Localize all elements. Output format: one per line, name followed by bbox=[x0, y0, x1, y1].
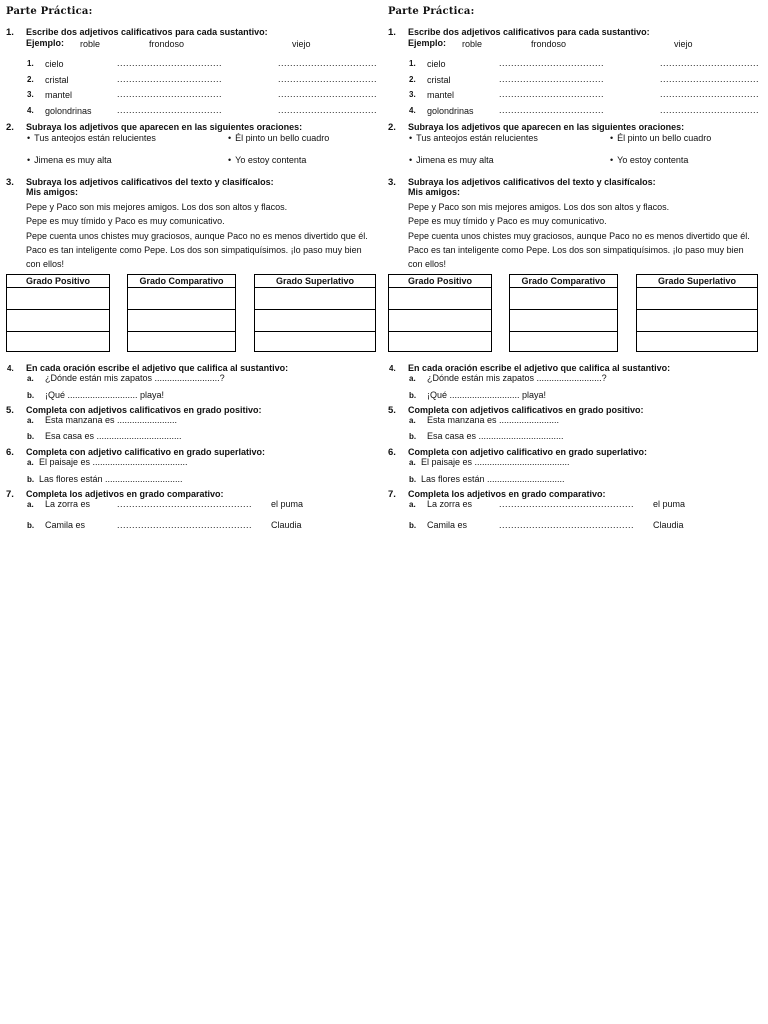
table-cell[interactable] bbox=[255, 332, 375, 352]
example-word: roble bbox=[80, 39, 101, 49]
table-cell[interactable] bbox=[7, 332, 109, 352]
fill-sentence: Esta manzana es ........................ bbox=[45, 415, 178, 425]
table-cell[interactable] bbox=[389, 310, 491, 332]
item-number: 4. bbox=[409, 106, 416, 115]
table-cell[interactable] bbox=[637, 332, 757, 352]
exercise-2-heading: Subraya los adjetivos que aparecen en las siguientes oraciones: bbox=[26, 122, 303, 132]
sentence-bullet: • Yo estoy contenta bbox=[610, 155, 688, 165]
text-line: Pepe es muy tímido y Paco es muy comunicativo. bbox=[408, 216, 607, 226]
exercise-2-number: 2. bbox=[388, 122, 396, 133]
exercise-6-heading: Completa con adjetivo calificativo en grado superlativo: bbox=[26, 447, 266, 457]
text-line: Pepe es muy tímido y Paco es muy comunicativo. bbox=[26, 216, 225, 226]
answer-blank[interactable]: ................................. bbox=[660, 105, 760, 115]
exercise-6-number: 6. bbox=[388, 447, 396, 458]
sentence-bullet: • Jimena es muy alta bbox=[27, 155, 112, 165]
exercise-1-number: 1. bbox=[6, 27, 14, 38]
exercise-6-heading: Completa con adjetivo calificativo en grado superlativo: bbox=[408, 447, 648, 457]
answer-blank[interactable]: ................................. bbox=[660, 58, 760, 68]
comparison-subject: Camila es bbox=[427, 520, 468, 530]
text-line: Pepe y Paco son mis mejores amigos. Los dos son altos y flacos. bbox=[408, 202, 670, 212]
exercise-3-heading: Subraya los adjetivos calificativos del texto y clasifícalos: bbox=[408, 177, 656, 187]
option-label: a. bbox=[27, 374, 34, 383]
example-word: roble bbox=[462, 39, 483, 49]
exercise-4-number: 4. bbox=[389, 364, 396, 373]
comparison-subject: La zorra es bbox=[45, 499, 91, 509]
table-cell[interactable] bbox=[128, 288, 235, 310]
option-label: b. bbox=[27, 391, 35, 400]
comparison-object: el puma bbox=[271, 499, 304, 509]
table-cell[interactable] bbox=[510, 332, 617, 352]
table-grado-superlativo bbox=[636, 274, 758, 352]
comparison-object: Claudia bbox=[653, 520, 684, 530]
option-label: a. bbox=[409, 374, 416, 383]
example-word: viejo bbox=[292, 39, 311, 49]
item-word: golondrinas bbox=[427, 106, 474, 116]
answer-blank[interactable]: ................................. bbox=[278, 105, 378, 115]
exercise-6-number: 6. bbox=[6, 447, 14, 458]
table-grado-positivo bbox=[6, 274, 110, 352]
item-word: golondrinas bbox=[45, 106, 92, 116]
table-cell[interactable] bbox=[255, 310, 375, 332]
example-word: viejo bbox=[674, 39, 693, 49]
text-line: con ellos! bbox=[26, 259, 65, 269]
table-cell[interactable] bbox=[389, 332, 491, 352]
option-label: a. bbox=[409, 416, 416, 425]
example-word: frondoso bbox=[531, 39, 567, 49]
exercise-7-heading: Completa los adjetivos en grado comparativo: bbox=[26, 489, 224, 499]
text-line: Pepe y Paco son mis mejores amigos. Los dos son altos y flacos. bbox=[26, 202, 288, 212]
answer-blank[interactable]: ................................... bbox=[499, 89, 605, 99]
comparison-subject: La zorra es bbox=[427, 499, 473, 509]
text-line: Paco es tan inteligente como Pepe. Los dos son simpatiquísimos. ¡lo paso muy bien bbox=[408, 245, 744, 255]
answer-blank[interactable]: ................................... bbox=[117, 105, 223, 115]
exercise-5-heading: Completa con adjetivos calificativos en grado positivo: bbox=[408, 405, 644, 415]
text-line: con ellos! bbox=[408, 259, 447, 269]
item-number: 1. bbox=[409, 59, 416, 68]
table-cell[interactable] bbox=[637, 288, 757, 310]
option-label: b. bbox=[409, 391, 417, 400]
option-label: a. bbox=[409, 500, 416, 509]
exercise-3-heading: Subraya los adjetivos calificativos del texto y clasifícalos: bbox=[26, 177, 274, 187]
fill-sentence: Esa casa es .................................. bbox=[427, 431, 564, 441]
answer-blank[interactable]: ............................................. bbox=[499, 499, 635, 509]
comparison-object: Claudia bbox=[271, 520, 302, 530]
fill-sentence: ¿Dónde están mis zapatos ..........................? bbox=[45, 373, 225, 383]
fill-sentence: El paisaje es ...................................... bbox=[39, 457, 188, 467]
option-label: b. bbox=[409, 432, 417, 441]
sentence-bullet: • Tus anteojos están relucientes bbox=[27, 133, 156, 143]
text-line: Paco es tan inteligente como Pepe. Los dos son simpatiquísimos. ¡lo paso muy bien bbox=[26, 245, 362, 255]
exercise-4-number: 4. bbox=[7, 364, 14, 373]
option-label: a. bbox=[409, 458, 416, 467]
table-grado-comparativo bbox=[509, 274, 618, 352]
comparison-subject: Camila es bbox=[45, 520, 86, 530]
table-cell[interactable] bbox=[255, 288, 375, 310]
comparison-object: el puma bbox=[653, 499, 686, 509]
exercise-3-number: 3. bbox=[6, 177, 14, 188]
exercise-7-number: 7. bbox=[388, 489, 396, 500]
sentence-bullet: • Yo estoy contenta bbox=[228, 155, 306, 165]
answer-blank[interactable]: ................................. bbox=[278, 89, 378, 99]
exercise-2-number: 2. bbox=[6, 122, 14, 133]
fill-sentence: Esta manzana es ........................ bbox=[427, 415, 560, 425]
item-word: cielo bbox=[45, 59, 64, 69]
sentence-bullet: • Jimena es muy alta bbox=[409, 155, 494, 165]
fill-sentence: El paisaje es ...................................... bbox=[421, 457, 570, 467]
text-line: Pepe cuenta unos chistes muy graciosos, aunque Paco no es menos divertido que él. bbox=[26, 231, 368, 241]
option-label: a. bbox=[27, 458, 34, 467]
table-cell[interactable] bbox=[7, 310, 109, 332]
example-word: frondoso bbox=[149, 39, 185, 49]
fill-sentence: Esa casa es .................................. bbox=[45, 431, 182, 441]
option-label: b. bbox=[409, 475, 417, 484]
table-cell[interactable] bbox=[637, 310, 757, 332]
text-title: Mis amigos: bbox=[26, 187, 79, 197]
item-word: mantel bbox=[427, 90, 455, 100]
item-word: mantel bbox=[45, 90, 73, 100]
table-header: Grado Superlativo bbox=[255, 275, 375, 288]
answer-blank[interactable]: ................................... bbox=[117, 89, 223, 99]
answer-blank[interactable]: ................................... bbox=[499, 58, 605, 68]
sentence-bullet: • Tus anteojos están relucientes bbox=[409, 133, 538, 143]
text-line: Pepe cuenta unos chistes muy graciosos, aunque Paco no es menos divertido que él. bbox=[408, 231, 750, 241]
option-label: a. bbox=[27, 416, 34, 425]
answer-blank[interactable]: ............................................. bbox=[117, 499, 253, 509]
sentence-bullet: • Él pinto un bello cuadro bbox=[610, 133, 711, 143]
exercise-5-heading: Completa con adjetivos calificativos en grado positivo: bbox=[26, 405, 262, 415]
exercise-3-number: 3. bbox=[388, 177, 396, 188]
answer-blank[interactable]: ................................. bbox=[278, 74, 378, 84]
item-number: 3. bbox=[27, 90, 34, 99]
table-header: Grado Superlativo bbox=[637, 275, 757, 288]
answer-blank[interactable]: ................................... bbox=[499, 105, 605, 115]
exercise-1-heading: Escribe dos adjetivos calificativos para cada sustantivo: bbox=[408, 27, 650, 37]
exercise-4-heading: En cada oración escribe el adjetivo que califica al sustantivo: bbox=[408, 363, 671, 373]
exercise-5-number: 5. bbox=[6, 405, 14, 416]
exercise-1-heading: Escribe dos adjetivos calificativos para cada sustantivo: bbox=[26, 27, 268, 37]
page-title: Parte Práctica: bbox=[388, 6, 475, 17]
exercise-4-heading: En cada oración escribe el adjetivo que califica al sustantivo: bbox=[26, 363, 289, 373]
exercise-2-heading: Subraya los adjetivos que aparecen en las siguientes oraciones: bbox=[408, 122, 685, 132]
option-label: b. bbox=[27, 475, 35, 484]
option-label: b. bbox=[27, 432, 35, 441]
answer-blank[interactable]: ................................... bbox=[499, 74, 605, 84]
example-label: Ejemplo: bbox=[26, 38, 65, 48]
item-number: 3. bbox=[409, 90, 416, 99]
item-word: cristal bbox=[45, 75, 69, 85]
table-cell[interactable] bbox=[7, 288, 109, 310]
answer-blank[interactable]: ................................... bbox=[117, 58, 223, 68]
example-label: Ejemplo: bbox=[408, 38, 447, 48]
exercise-7-number: 7. bbox=[6, 489, 14, 500]
item-number: 2. bbox=[27, 75, 34, 84]
table-cell[interactable] bbox=[510, 310, 617, 332]
fill-sentence: Las flores están ............................... bbox=[421, 474, 565, 484]
table-grado-superlativo bbox=[254, 274, 376, 352]
sentence-bullet: • Él pinto un bello cuadro bbox=[228, 133, 329, 143]
item-number: 2. bbox=[409, 75, 416, 84]
answer-blank[interactable]: ............................................. bbox=[499, 520, 635, 530]
table-header: Grado Positivo bbox=[389, 275, 491, 288]
answer-blank[interactable]: ................................. bbox=[660, 74, 760, 84]
worksheet-column-right bbox=[382, 0, 760, 1024]
answer-blank[interactable]: ................................. bbox=[660, 89, 760, 99]
item-number: 1. bbox=[27, 59, 34, 68]
table-cell[interactable] bbox=[128, 310, 235, 332]
worksheet-column-left bbox=[0, 0, 378, 1024]
page-title: Parte Práctica: bbox=[6, 6, 93, 17]
table-cell[interactable] bbox=[510, 288, 617, 310]
item-number: 4. bbox=[27, 106, 34, 115]
table-header: Grado Positivo bbox=[7, 275, 109, 288]
table-grado-positivo bbox=[388, 274, 492, 352]
fill-sentence: Las flores están ............................... bbox=[39, 474, 183, 484]
exercise-5-number: 5. bbox=[388, 405, 396, 416]
table-header: Grado Comparativo bbox=[128, 275, 235, 288]
table-cell[interactable] bbox=[389, 288, 491, 310]
item-word: cielo bbox=[427, 59, 446, 69]
option-label: b. bbox=[27, 521, 35, 530]
option-label: b. bbox=[409, 521, 417, 530]
answer-blank[interactable]: ................................... bbox=[117, 74, 223, 84]
table-grado-comparativo bbox=[127, 274, 236, 352]
answer-blank[interactable]: ............................................. bbox=[117, 520, 253, 530]
exercise-1-number: 1. bbox=[388, 27, 396, 38]
fill-sentence: ¿Dónde están mis zapatos ..........................? bbox=[427, 373, 607, 383]
answer-blank[interactable]: ................................. bbox=[278, 58, 378, 68]
table-cell[interactable] bbox=[128, 332, 235, 352]
exercise-7-heading: Completa los adjetivos en grado comparativo: bbox=[408, 489, 606, 499]
table-header: Grado Comparativo bbox=[510, 275, 617, 288]
item-word: cristal bbox=[427, 75, 451, 85]
fill-sentence: ¡Qué ............................ playa! bbox=[427, 390, 547, 400]
fill-sentence: ¡Qué ............................ playa! bbox=[45, 390, 165, 400]
option-label: a. bbox=[27, 500, 34, 509]
text-title: Mis amigos: bbox=[408, 187, 461, 197]
